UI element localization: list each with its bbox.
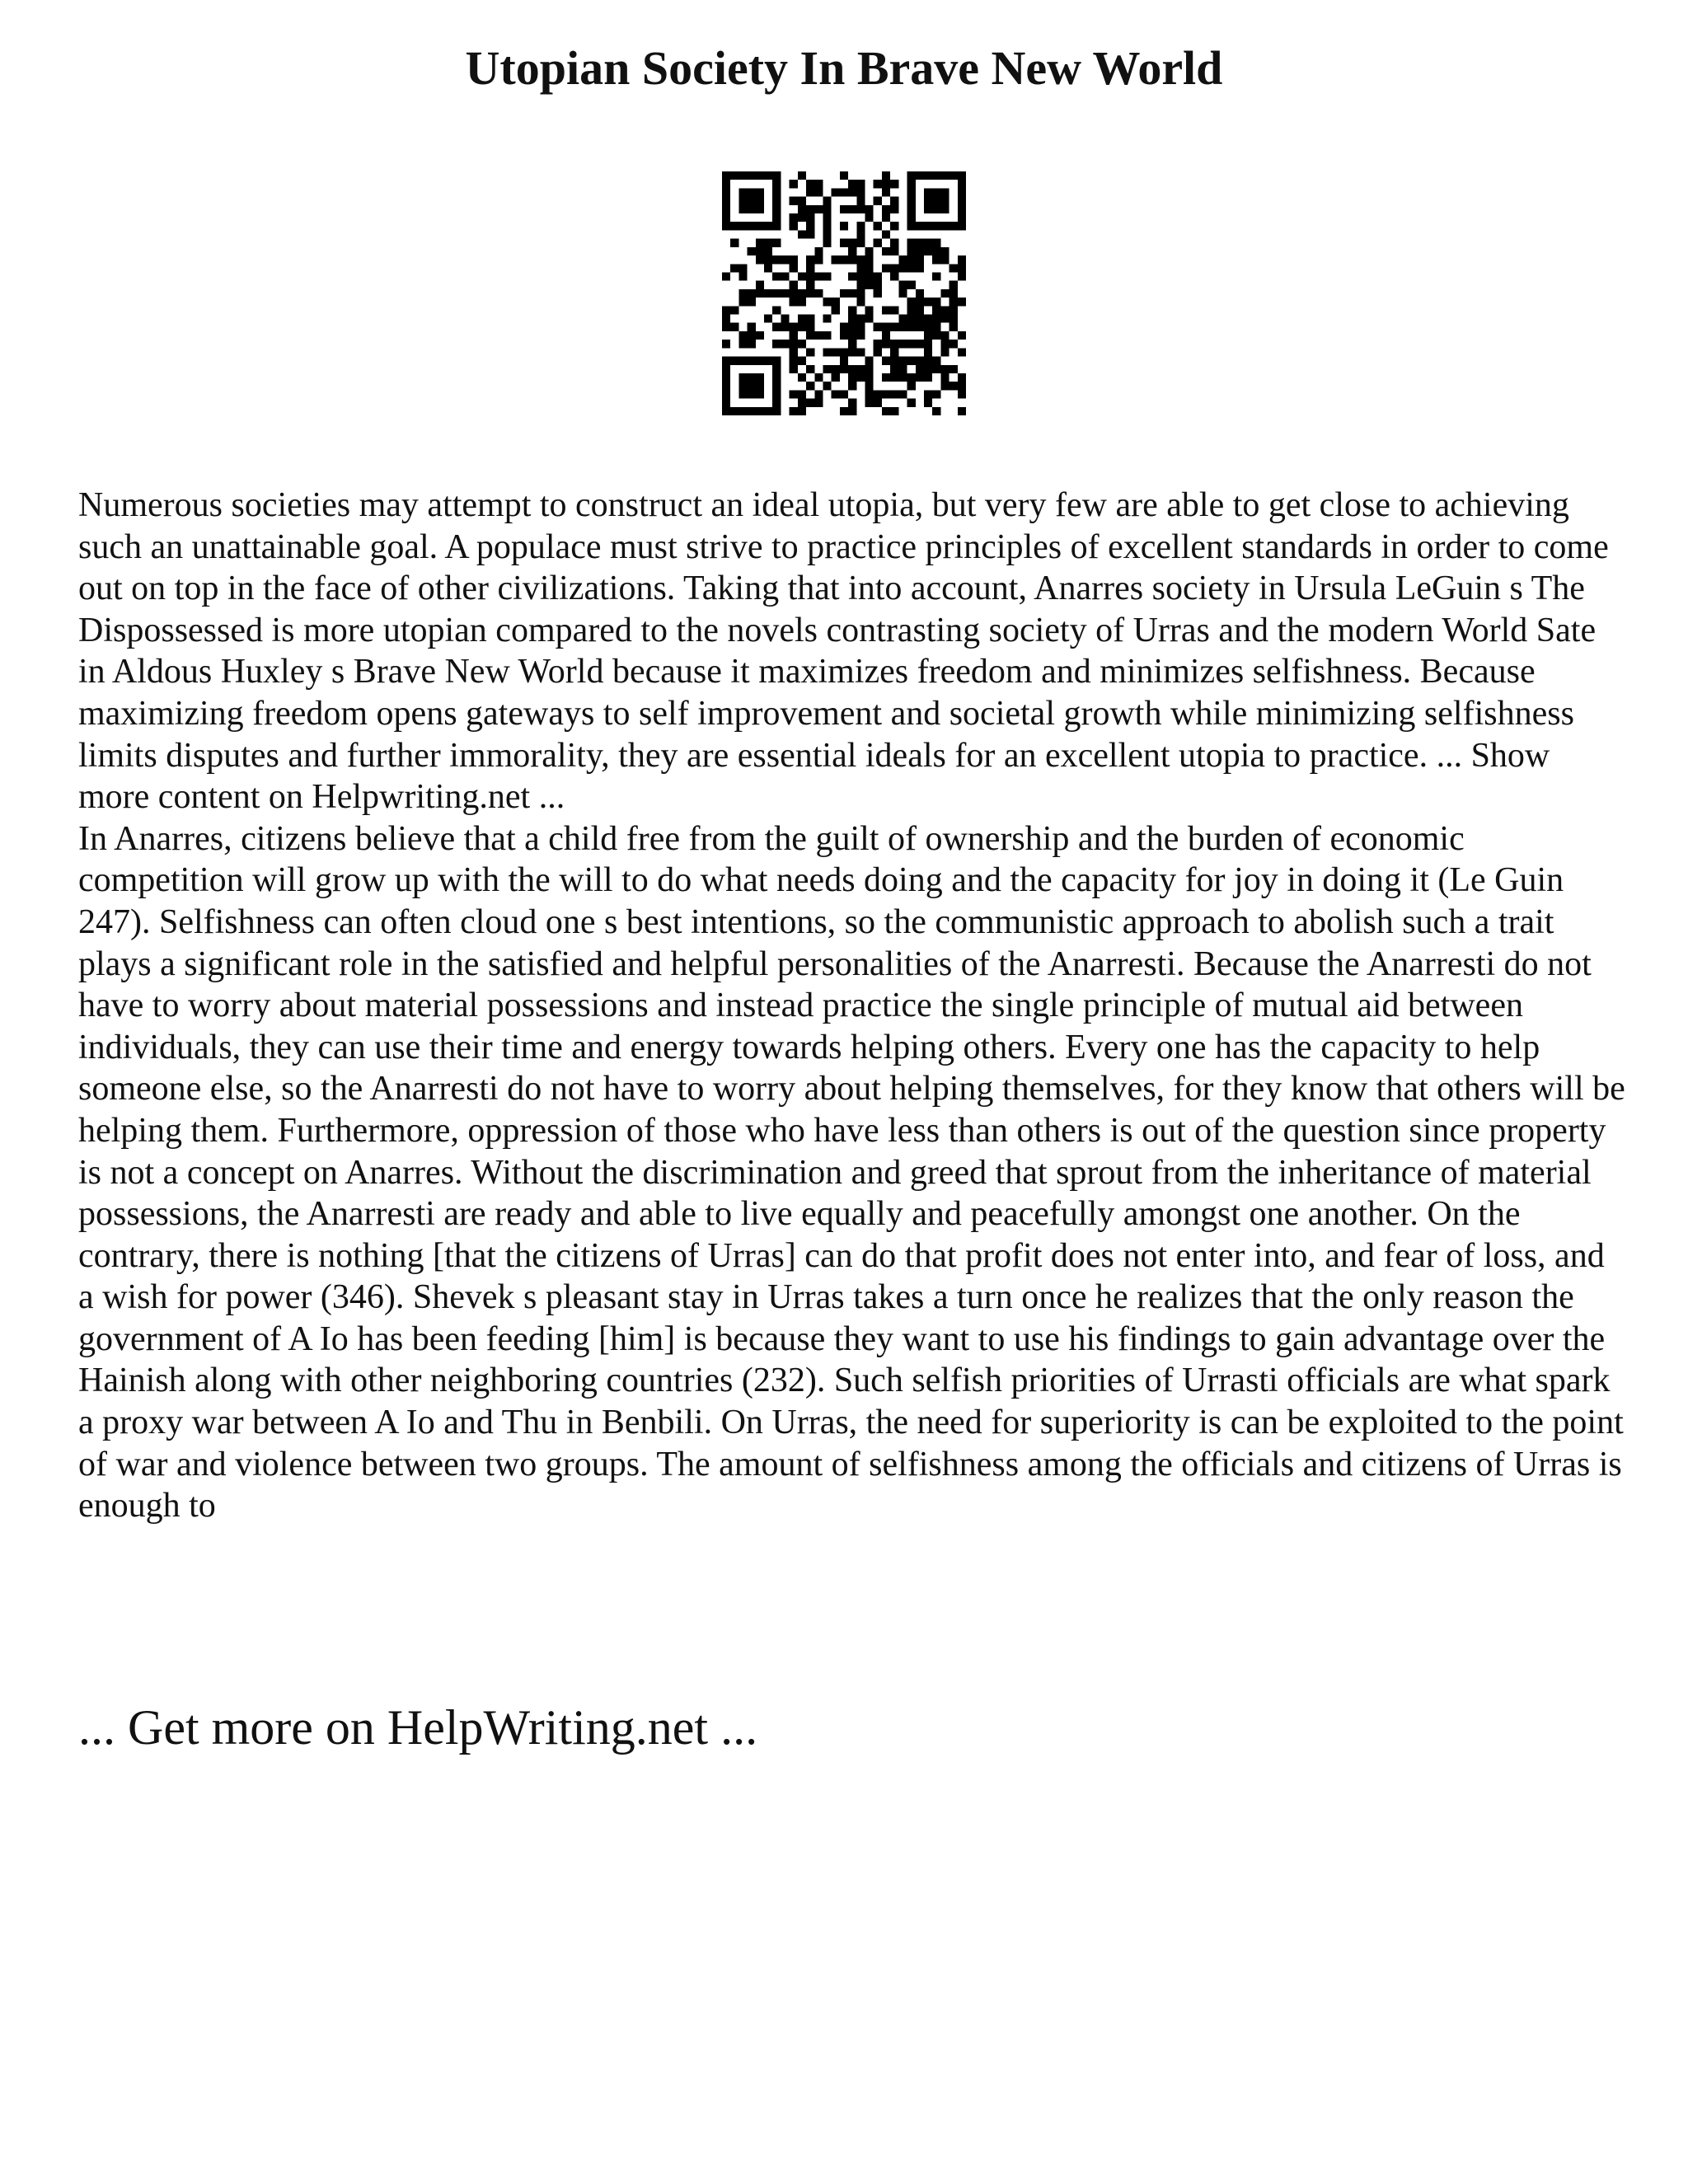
qr-code-icon	[722, 171, 966, 415]
footer-link-text: ... Get more on HelpWriting.net ...	[78, 1700, 758, 1755]
document-title: Utopian Society In Brave New World	[465, 41, 1223, 95]
paragraph-1: Numerous societies may attempt to construct an ideal utopia, but very few are able to get close to achieving such an unattainable goal. A populace must strive to practice principles of excellent standards in order to come out on top in the face of other civilizations. Taking that into account, Anarres society in Ursula LeGuin s The Dispossessed is more utopian compared to the novels contrasting society of Urras and the modern World Sate in Aldous Huxley s Brave New World because it maximizes freedom and minimizes selfishness. Because maximizing freedom opens gateways to self improvement and societal growth while minimizing selfishness limits disputes and further immorality, they are essential ideals for an excellent utopia to practice. ... Show more content on Helpwriting.net ...	[78, 486, 1609, 817]
paragraph-2: In Anarres, citizens believe that a child free from the guilt of ownership and the burden of economic competition will grow up with the will to do what needs doing and the capacity for joy in doing it (Le Guin 247). Selfishness can often cloud one s best intentions, so the communistic approach to abolish such a trait plays a significant role in the satisfied and helpful personalities of the Anarresti. Because the Anarresti do not have to worry about material possessions and instead practice the single principle of mutual aid between individuals, they can use their time and energy towards helping others. Every one has the capacity to help someone else, so the Anarresti do not have to worry about helping themselves, for they know that others will be helping them. Furthermore, oppression of those who have less than others is out of the question since property is not a concept on Anarres. Without the discrimination and greed that sprout from the inheritance of material possessions, the Anarresti are ready and able to live equally and peacefully amongst one another. On the contrary, there is nothing [that the citizens of Urras] can do that profit does not enter into, and fear of loss, and a wish for power (346). Shevek s pleasant stay in Urras takes a turn once he realizes that the only reason the government of A Io has been feeding [him] is because they want to use his findings to gain advantage over the Hainish along with other neighboring countries (232). Such selfish priorities of Urrasti officials are what spark a proxy war between A Io and Thu in Benbili. On Urras, the need for superiority is can be exploited to the point of war and violence between two groups. The amount of selfishness among the officials and citizens of Urras is enough to	[78, 819, 1625, 1526]
document-body	[78, 485, 1628, 1527]
